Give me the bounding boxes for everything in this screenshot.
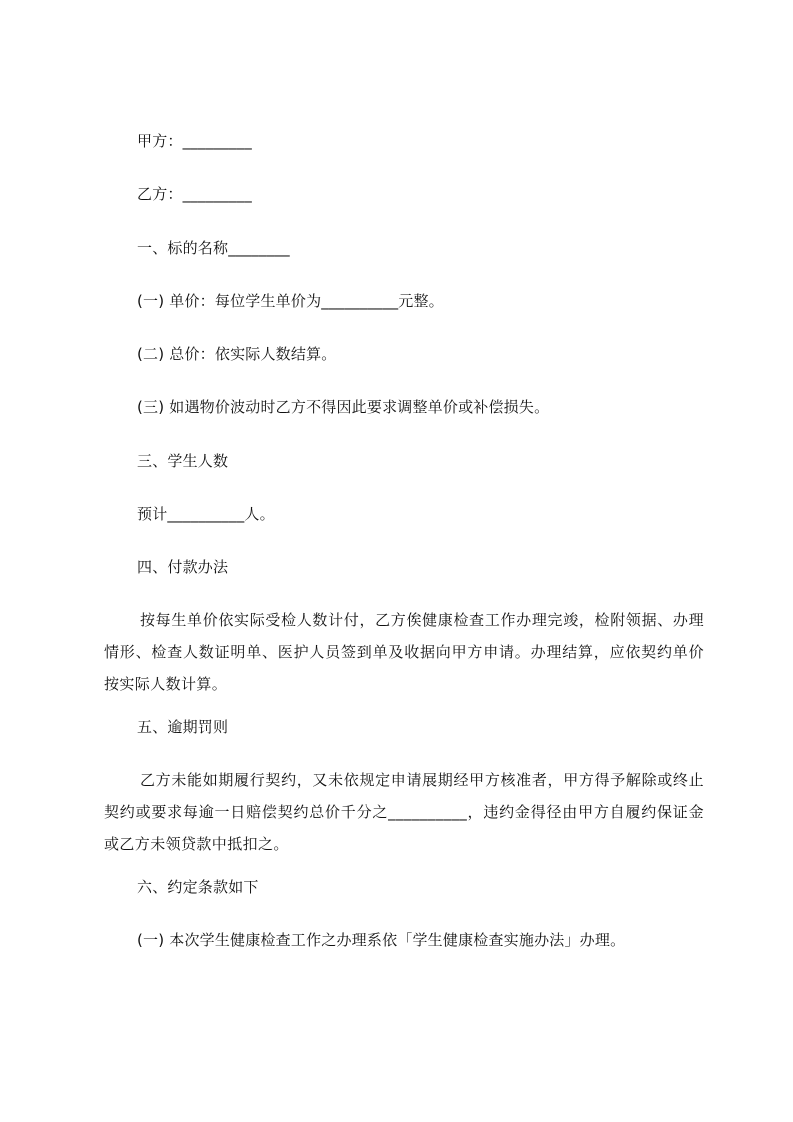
section-5-heading: 五、逾期罚则 bbox=[137, 718, 229, 736]
unit-price-item: (一) 单价：每位学生单价为__________元整。 bbox=[137, 292, 444, 310]
section-6-heading: 六、约定条款如下 bbox=[137, 878, 259, 896]
section-3-heading: 三、学生人数 bbox=[137, 452, 229, 470]
party-b-line: 乙方：_________ bbox=[137, 185, 252, 203]
agreed-terms-item-1: (一) 本次学生健康检查工作之办理系依「学生健康检查实施办法」办理。 bbox=[137, 931, 626, 949]
section-1-heading: 一、标的名称________ bbox=[137, 239, 290, 257]
student-estimate-line: 预计__________人。 bbox=[137, 505, 275, 523]
payment-method-paragraph: 按每生单价依实际受检人数计付，乙方俟健康检查工作办理完竣，检附领据、办理情形、检查人数证明单、医护人员签到单及收据向甲方申请。办理结算，应依契约单价按实际人数计算。 bbox=[104, 611, 704, 693]
price-fluctuation-item: (三) 如遇物价波动时乙方不得因此要求调整单价或补偿损失。 bbox=[137, 398, 550, 416]
total-price-item: (二) 总价：依实际人数结算。 bbox=[137, 345, 337, 363]
section-4-heading: 四、付款办法 bbox=[137, 558, 229, 576]
penalty-paragraph: 乙方未能如期履行契约，又未依规定申请展期经甲方核准者，甲方得予解除或终止契约或要求每逾一日赔偿契约总价千分之__________，违约金得径由甲方自履约保证金或乙方未领贷款中抵扣之。 bbox=[104, 771, 704, 853]
party-a-line: 甲方：_________ bbox=[137, 132, 252, 150]
